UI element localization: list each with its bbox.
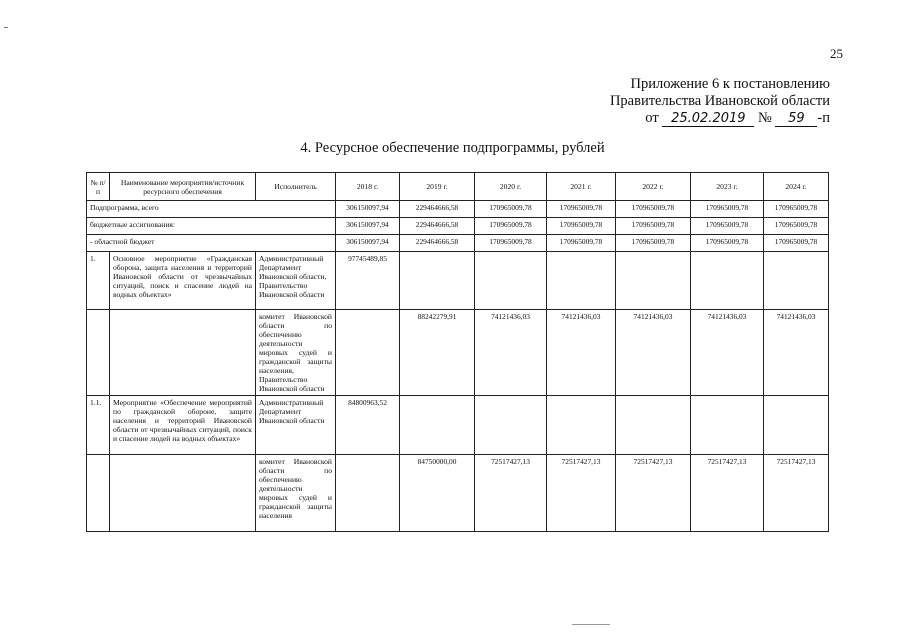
value-cell: 306150097,94 [336, 201, 400, 218]
value-cell: 170965009,78 [547, 218, 616, 235]
col-header-executor: Исполнитель [256, 173, 336, 201]
value-cell [547, 252, 616, 310]
appendix-line: Приложение 6 к постановлению [630, 76, 830, 92]
item-number: 1. [87, 252, 110, 310]
value-cell: 170965009,78 [691, 218, 764, 235]
value-cell: 170965009,78 [616, 218, 691, 235]
col-header-2018: 2018 г. [336, 173, 400, 201]
value-cell [616, 252, 691, 310]
value-cell [764, 252, 829, 310]
col-header-2024: 2024 г. [764, 173, 829, 201]
value-cell: 229464666,58 [400, 201, 475, 218]
value-cell [475, 252, 547, 310]
value-cell: 170965009,78 [547, 235, 616, 252]
col-header-num: № п/п [87, 173, 110, 201]
decree-date-handwritten: 25.02.2019 [662, 111, 754, 127]
value-cell: 72517427,13 [616, 455, 691, 532]
item-executor: Административный Департамент Ивановской области, Правительство Ивановской области [256, 252, 336, 310]
from-label: от [645, 110, 659, 126]
item-name: Мероприятие «Обеспечение мероприятий по гражданской обороне, защите населения и территорий Ивановской области от чрезвычайных ситуаций, поиск и спасение людей на водных объектах» [110, 396, 256, 455]
value-cell: 306150097,94 [336, 218, 400, 235]
value-cell [691, 396, 764, 455]
value-cell: 229464666,58 [400, 218, 475, 235]
value-cell: 170965009,78 [691, 235, 764, 252]
value-cell: 74121436,03 [547, 310, 616, 396]
table-row-regional-budget [87, 235, 829, 252]
value-cell: 170965009,78 [475, 218, 547, 235]
number-sign: № [757, 110, 772, 126]
col-header-2019: 2019 г. [400, 173, 475, 201]
value-cell: 72517427,13 [475, 455, 547, 532]
value-cell: 170965009,78 [691, 201, 764, 218]
value-cell: 170965009,78 [764, 218, 829, 235]
table-row-item-1-1-admin [87, 396, 829, 455]
value-cell: 88242279,91 [400, 310, 475, 396]
value-cell: 74121436,03 [475, 310, 547, 396]
value-cell: 72517427,13 [691, 455, 764, 532]
value-cell: 170965009,78 [764, 201, 829, 218]
page-number: 25 [830, 46, 843, 61]
value-cell [336, 310, 400, 396]
value-cell: 170965009,78 [764, 235, 829, 252]
table-row-item-1-1-committee [87, 455, 829, 532]
table-row-subprogram-total [87, 201, 829, 218]
item-name: Основное мероприятие «Гражданская оборона, защита населения и территорий Ивановской области от чрезвычайных ситуаций, поиск и спасение людей на водных объектах» [110, 252, 256, 310]
value-cell: 170965009,78 [547, 201, 616, 218]
value-cell: 74121436,03 [616, 310, 691, 396]
value-cell: 170965009,78 [475, 235, 547, 252]
value-cell: 72517427,13 [764, 455, 829, 532]
value-cell: 170965009,78 [616, 235, 691, 252]
col-header-2021: 2021 г. [547, 173, 616, 201]
value-cell [547, 396, 616, 455]
decree-date-line [645, 110, 830, 127]
row-label: Подпрограмма, всего [87, 201, 336, 218]
item-executor: Административный Департамент Ивановской области [256, 396, 336, 455]
scan-mark [4, 27, 8, 28]
col-header-2022: 2022 г. [616, 173, 691, 201]
value-cell [616, 396, 691, 455]
resource-table [86, 172, 829, 532]
value-cell [400, 396, 475, 455]
value-cell: 306150097,94 [336, 235, 400, 252]
col-header-name: Наименование мероприятия/источник ресурсного обеспечения [110, 173, 256, 201]
value-cell [400, 252, 475, 310]
value-cell: 97745489,85 [336, 252, 400, 310]
table-header-row [87, 173, 829, 201]
col-header-2020: 2020 г. [475, 173, 547, 201]
value-cell [475, 396, 547, 455]
decree-number-handwritten: 59 [775, 111, 817, 127]
section-title: 4. Ресурсное обеспечение подпрограммы, рублей [300, 140, 605, 156]
value-cell: 84750000,00 [400, 455, 475, 532]
item-executor: комитет Ивановской области по обеспечению деятельности мировых судей и гражданской защиты населения, Правительство Ивановской области [256, 310, 336, 396]
table-row-budget-allocations [87, 218, 829, 235]
value-cell [764, 396, 829, 455]
table-row-item-1-admin [87, 252, 829, 310]
value-cell: 229464666,58 [400, 235, 475, 252]
value-cell [691, 252, 764, 310]
item-number: 1.1. [87, 396, 110, 455]
value-cell [336, 455, 400, 532]
col-header-2023: 2023 г. [691, 173, 764, 201]
row-label: бюджетные ассигнования: [87, 218, 336, 235]
value-cell: 170965009,78 [475, 201, 547, 218]
government-line: Правительства Ивановской области [609, 93, 830, 109]
value-cell: 74121436,03 [764, 310, 829, 396]
value-cell: 74121436,03 [691, 310, 764, 396]
row-label: - областной бюджет [87, 235, 336, 252]
value-cell: 72517427,13 [547, 455, 616, 532]
footer-scan-line [572, 624, 610, 625]
number-suffix: -п [817, 110, 830, 126]
item-executor: комитет Ивановской области по обеспечению деятельности мировых судей и гражданской защиты населения [256, 455, 336, 532]
value-cell: 84800963,52 [336, 396, 400, 455]
table-row-item-1-committee [87, 310, 829, 396]
value-cell: 170965009,78 [616, 201, 691, 218]
